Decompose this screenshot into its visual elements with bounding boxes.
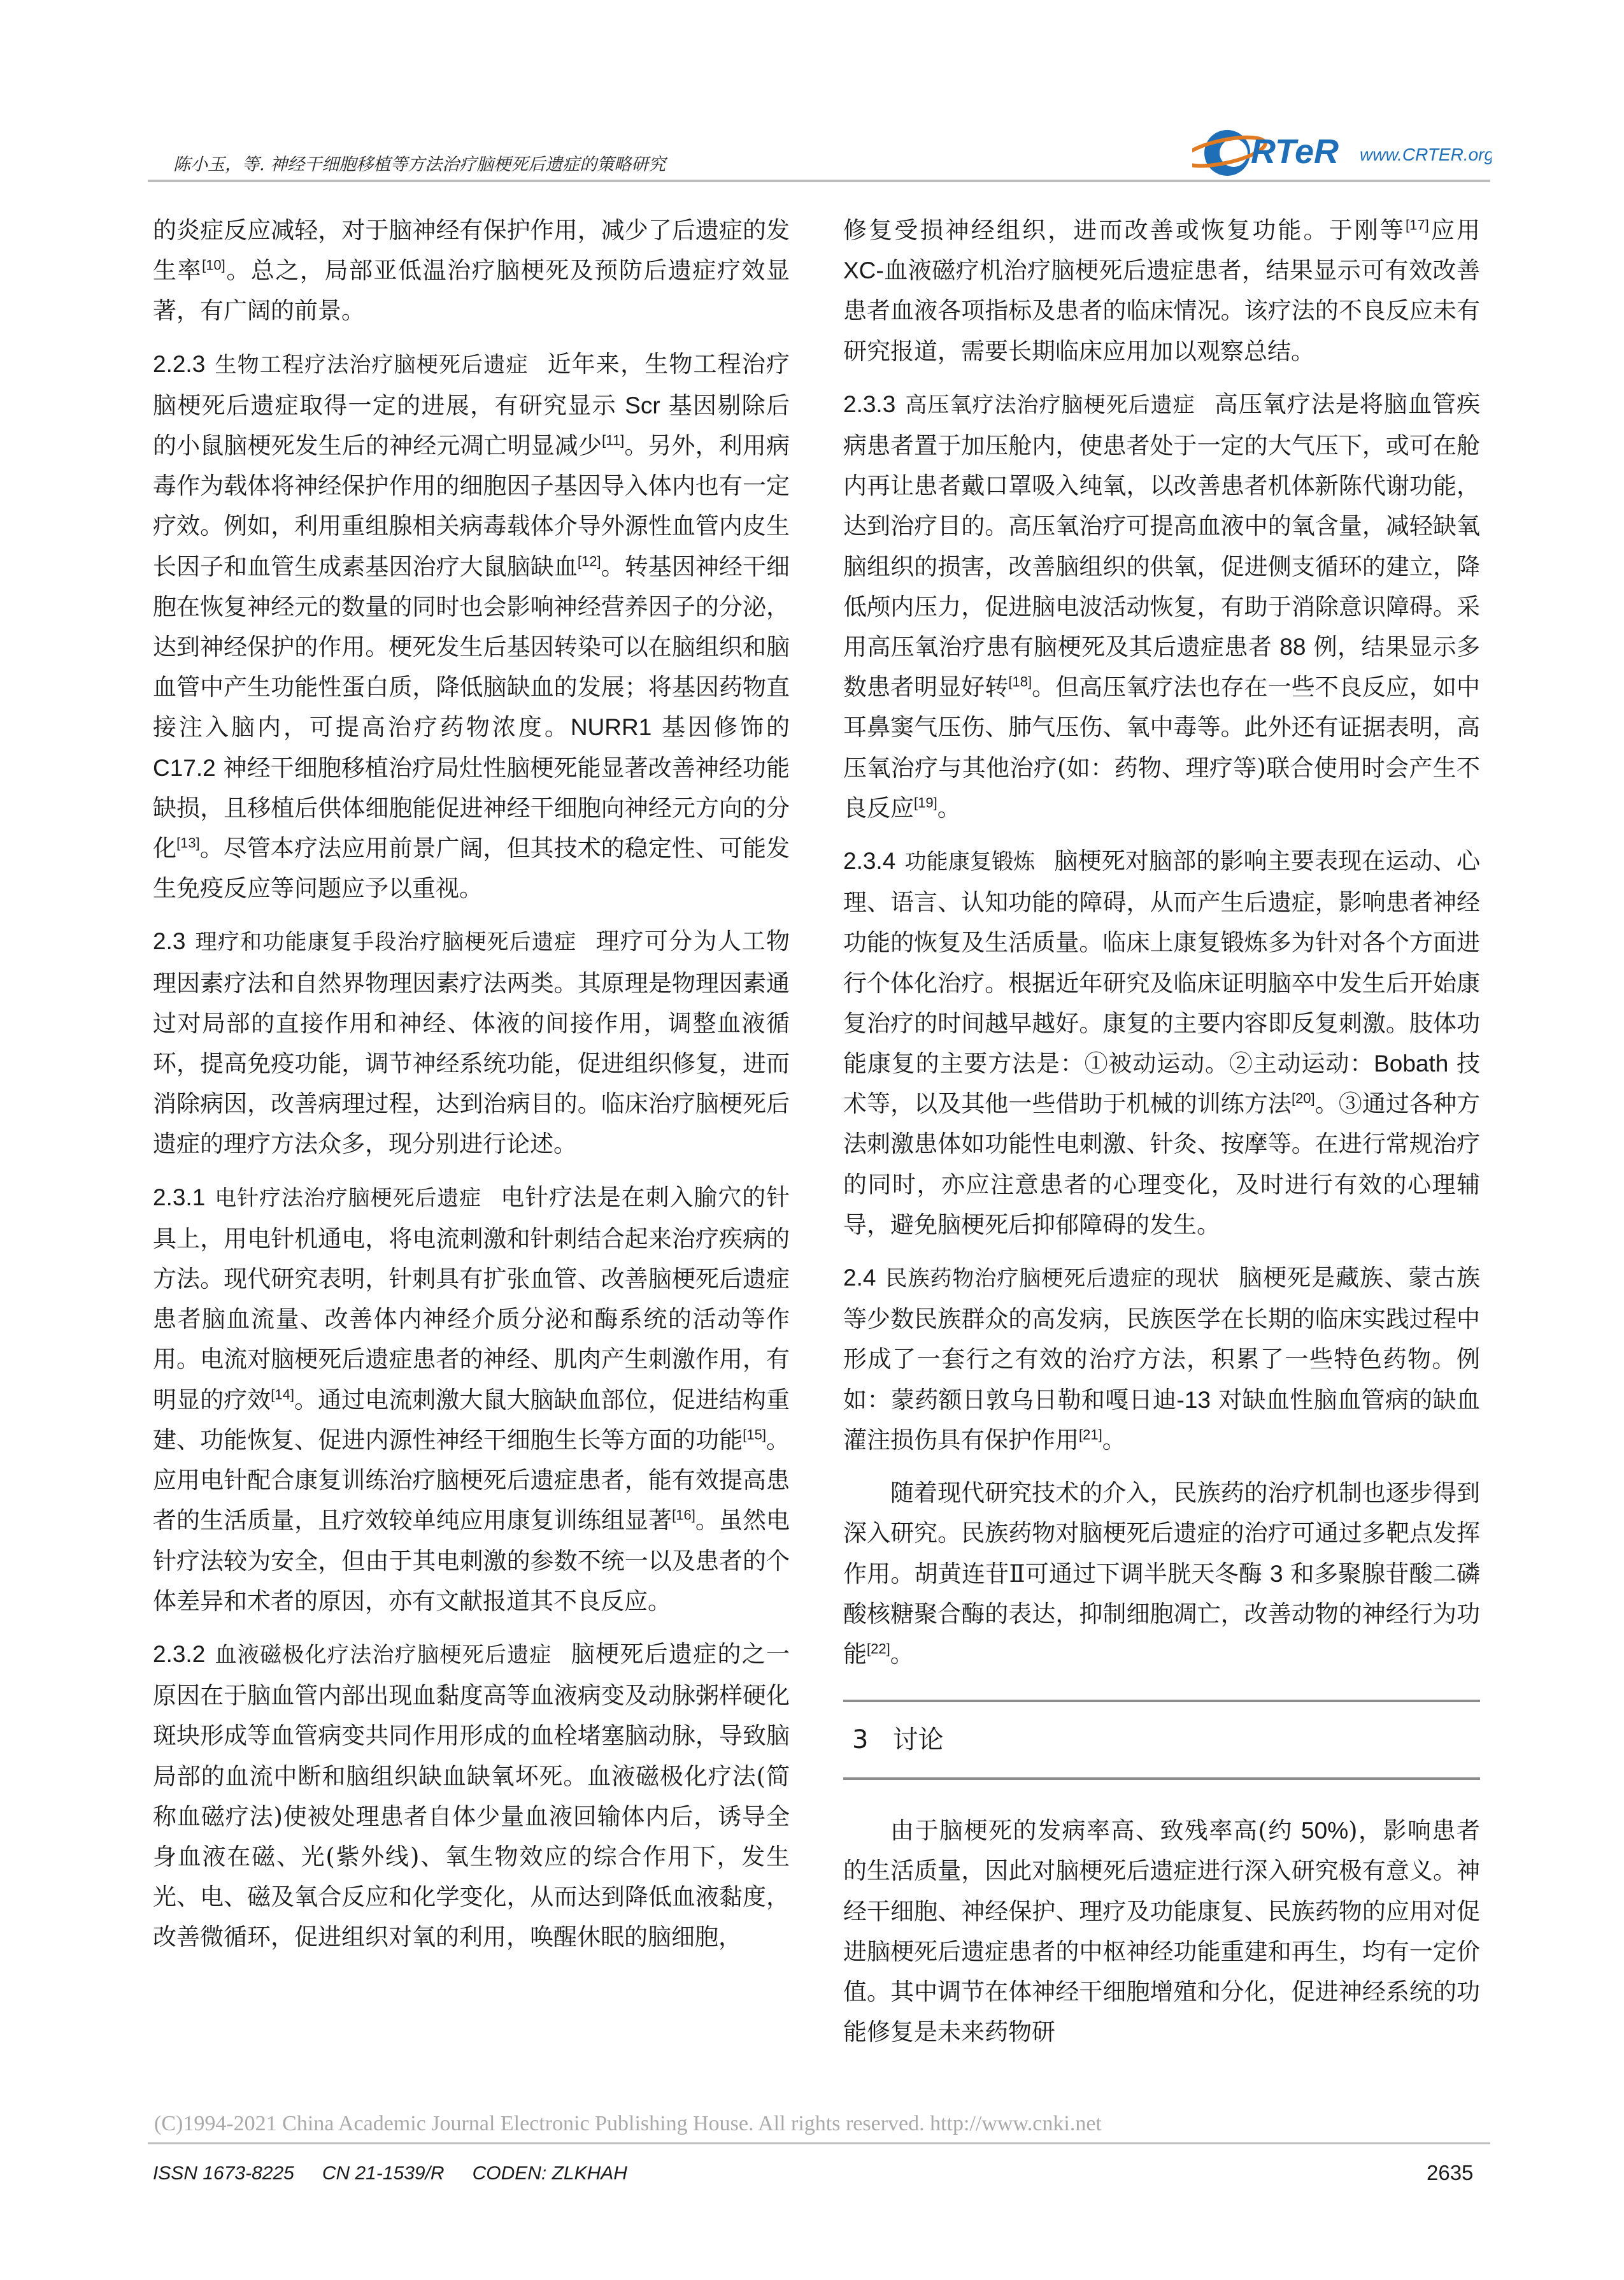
text: 。 bbox=[890, 1640, 914, 1668]
text: 高压氧疗法是将脑血管疾病患者置于加压舱内，使患者处于一定的大气压下，或可在舱内再让患者戴口罩吸入纯氧，以改善患者机体新陈代谢功能，达到治疗目的。高压氧治疗可提高血液中的氧含量，减轻缺氧脑组织的损害，改善脑组织的供氧，促进侧支循环的建立，降低颅内压力，促进脑电波活动恢复，有助于消除意识障碍。采用高压氧治疗患有脑梗死及其后遗症患者 bbox=[843, 390, 1481, 661]
term: XC bbox=[843, 257, 876, 284]
text: 理疗可分为人工物理因素疗法和自然界物理因素疗法两类。其原理是物理因素通过对局部的直接作用和神经、体液的间接作用，调整血液循环，提高免疫功能，调节神经系统功能，促进组织修复，进而消除病因，改善病理过程，达到治病目的。临床治疗脑梗死后遗症的理疗方法众多，现分别进行论述。 bbox=[153, 928, 790, 1158]
section-number: 2.3.3 bbox=[843, 391, 896, 417]
citation: [18] bbox=[1008, 673, 1032, 690]
text: 。通过电流刺激大鼠大脑缺血部位，促进结构重建、功能恢复、促进内源性神经干细胞生长等方面的功能 bbox=[153, 1386, 790, 1454]
citation: [21] bbox=[1079, 1426, 1102, 1443]
left-column bbox=[153, 210, 790, 1958]
paragraph-discussion bbox=[843, 1810, 1480, 2052]
crter-logo-icon bbox=[1192, 121, 1492, 182]
site-url: www.CRTER.org bbox=[1360, 145, 1492, 164]
citation: [14] bbox=[271, 1386, 294, 1403]
text: 电针疗法是在刺入腧穴的针具上，用电针机通电，将电流刺激和针刺结合起来治疗疾病的方法。现代研究表明，针刺具有扩张血管、改善脑梗死后遗症患者脑血流量、改善体内神经介质分泌和酶系统的活动等作用。电流对脑梗死后遗症患者的神经、肌肉产生刺激作用，有明显的疗效 bbox=[153, 1183, 790, 1414]
section-number: 2.3 bbox=[153, 928, 186, 955]
text: 应用 bbox=[1428, 217, 1481, 244]
citation: [19] bbox=[914, 794, 937, 811]
text: -血液磁疗机治疗脑梗死后遗症患者，结果显示可有效改善患者血液各项指标及患者的临床情况。该疗法的不良反应未有研究报道，需要长期临床应用加以观察总结。 bbox=[843, 257, 1480, 365]
footer-rule bbox=[148, 2142, 1490, 2144]
text: 。另外，利用病毒作为载体将神经保护作用的细胞因子基因导入体内也有一定疗效。例如，利用重组腺相关病毒载体介导外源性血管内皮生长因子和血管生成素基因治疗大鼠脑缺血 bbox=[153, 432, 790, 580]
text: 修复受损神经组织，进而改善或恢复功能。于刚等 bbox=[843, 217, 1406, 244]
section-number: 2.3.4 bbox=[843, 848, 896, 875]
section-2-3-4 bbox=[843, 841, 1480, 1245]
number: 50% bbox=[1301, 1818, 1349, 1844]
text: 。尽管本疗法应用前景广阔，但其技术的稳定性、可能发生免疫反应等问题应予以重视。 bbox=[153, 835, 790, 903]
section-title: 理疗和功能康复手段治疗脑梗死后遗症 bbox=[194, 929, 577, 956]
text: 近年来，生物工程治疗脑梗死后遗症取得一定的进展，有研究显示 bbox=[153, 350, 790, 419]
text: )，影响患者的生活质量，因此对脑梗死后遗症进行深入研究极有意义。神经干细胞、神经保护、理疗及功能康复、民族药物的应用对促进脑梗死后遗症患者的中枢神经功能重建和再生，均有一定价值。其中调节在体神经干细胞增殖和分化，促进神经系统的功能修复是未来药物研 bbox=[843, 1817, 1481, 2046]
text: 。但高压氧疗法也存在一些不良反应，如中耳鼻窦气压伤、肺气压伤、氧中毒等。此外还有证据表明，高压氧治疗与其他治疗(如：药物、理疗等)联合使用时会产生不良反应 bbox=[843, 673, 1481, 822]
number: 88 bbox=[1279, 634, 1306, 661]
text: 的炎症反应减轻，对于脑神经有保护作用，减少了后遗症的发生率 bbox=[153, 217, 790, 285]
crter-logo bbox=[1192, 121, 1492, 182]
citation: [22] bbox=[867, 1640, 890, 1657]
section-2-3-2 bbox=[153, 1634, 790, 1958]
paragraph-hypothermia-conclusion bbox=[153, 210, 790, 331]
term: Bobath bbox=[1374, 1050, 1449, 1077]
number: 3 bbox=[1269, 1560, 1283, 1587]
section-title: 民族药物治疗脑梗死后遗症的现状 bbox=[885, 1266, 1220, 1292]
text: 。虽然电针疗法较为安全，但由于其电刺激的参数不统一以及患者的个体差异和术者的原因，亦有文献报道其不良反应。 bbox=[153, 1507, 790, 1615]
text: 。总之，局部亚低温治疗脑梗死及预防后遗症疗效显著，有广阔的前景。 bbox=[153, 257, 790, 325]
section-2-4 bbox=[843, 1258, 1480, 1460]
running-title: 陈小玉，等. 神经干细胞移植等方法治疗脑梗死后遗症的策略研究 bbox=[173, 155, 666, 175]
citation: [13] bbox=[176, 835, 200, 851]
text: 。转基因神经干细胞在恢复神经元的数量的同时也会影响神经营养因子的分泌，达到神经保护的作用。梗死发生后基因转染可以在脑组织和脑血管中产生功能性蛋白质，降低脑缺血的发展；将基因药物直接注入脑内，可提高治疗药物浓度。 bbox=[153, 552, 790, 742]
text: 神经干细胞移植治疗局灶性脑梗死能显著改善神经功能缺损，且移植后供体细胞能促进神经干细胞向神经元方向的分化 bbox=[153, 754, 790, 863]
citation: [20] bbox=[1291, 1090, 1315, 1107]
section-number: 2.3.2 bbox=[153, 1640, 206, 1667]
section-rule-bottom bbox=[843, 1777, 1480, 1780]
text: 。 bbox=[1102, 1426, 1126, 1454]
section-number: 2.2.3 bbox=[153, 350, 206, 377]
text: 脑梗死是藏族、蒙古族等少数民族群众的高发病，民族医学在长期的临床实践过程中形成了一套行之有效的治疗方法，积累了一些特色药物。例如：蒙药额日敦乌日勒和嘎日迪- bbox=[843, 1264, 1481, 1414]
citation: [15] bbox=[743, 1426, 766, 1443]
section-number: 2.4 bbox=[843, 1265, 876, 1291]
cn-number: CN 21-1539/R bbox=[322, 2163, 445, 2184]
section-title: 高压氧疗法治疗脑梗死后遗症 bbox=[904, 392, 1195, 418]
text: 脑梗死对脑部的影响主要表现在运动、心理、语言、认知功能的障碍，从而产生后遗症，影响患者神经功能的恢复及生活质量。临床上康复锻炼多为针对各个方面进行个体化治疗。根据近年研究及临床证明脑卒中发生后开始康复治疗的时间越早越好。康复的主要内容即反复刺激。肢体功能康复的主要方法是：①被动运动。②主动运动： bbox=[843, 847, 1481, 1078]
text: 基因剔除后的小鼠脑梗死发生后的神经元凋亡明显减少 bbox=[153, 391, 790, 460]
section-2-3-3 bbox=[843, 384, 1480, 828]
text: 技术等，以及其他一些借助于机械的训练方法 bbox=[843, 1050, 1481, 1118]
citation: [16] bbox=[672, 1507, 695, 1523]
section-rule-top bbox=[843, 1700, 1480, 1702]
right-column bbox=[843, 210, 1480, 2052]
section-title: 生物工程疗法治疗脑梗死后遗症 bbox=[214, 352, 529, 378]
header-rule bbox=[148, 180, 1490, 182]
citation: [11] bbox=[602, 432, 625, 448]
issn: ISSN 1673-8225 bbox=[153, 2163, 294, 2184]
journal-identifiers bbox=[153, 2163, 655, 2184]
section-title: 血液磁极化疗法治疗脑梗死后遗症 bbox=[214, 1642, 552, 1668]
copyright-watermark: (C)1994-2021 China Academic Journal Electronic Publishing House. All rights reserved. http://www.cnki.net bbox=[154, 2112, 1102, 2135]
section-title: 功能康复锻炼 bbox=[904, 849, 1036, 875]
page-header bbox=[148, 121, 1490, 185]
text: 随着现代研究技术的介入，民族药的治疗机制也逐步得到深入研究。民族药物对脑梗死后遗症的治疗可通过多靶点发挥作用。胡黄连苷Ⅱ可通过下调半胱天冬酶 bbox=[843, 1479, 1480, 1588]
text: 由于脑梗死的发病率高、致残率高(约 bbox=[890, 1817, 1302, 1845]
text: 。③通过各种方法刺激患体如功能性电刺激、针灸、按摩等。在进行常规治疗的同时，亦应注意患者的心理变化，及时进行有效的心理辅导，避免脑梗死后抑郁障碍的发生。 bbox=[843, 1090, 1481, 1238]
text: 基因修饰的 bbox=[652, 713, 790, 742]
section-title: 电针疗法治疗脑梗死后遗症 bbox=[214, 1185, 482, 1211]
text: 对缺血性脑血管病的缺血灌注损伤具有保护作用 bbox=[843, 1386, 1480, 1454]
section-number: 3 bbox=[852, 1725, 869, 1755]
section-title: 讨论 bbox=[892, 1725, 944, 1755]
term: C17.2 bbox=[153, 754, 216, 781]
svg-text:RTeR: RTeR bbox=[1251, 133, 1339, 171]
section-3-heading bbox=[843, 1705, 1480, 1775]
citation: [17] bbox=[1406, 217, 1429, 233]
citation: [12] bbox=[577, 553, 601, 570]
citation: [10] bbox=[202, 257, 225, 273]
paragraph-ethnic-medicine bbox=[843, 1473, 1480, 1674]
text: 例，结果显示多数患者明显好转 bbox=[843, 633, 1480, 701]
number: 13 bbox=[1184, 1386, 1211, 1413]
paragraph-blood-magnetic-continued bbox=[843, 210, 1480, 371]
spacer bbox=[843, 1782, 1480, 1810]
section-2-3 bbox=[153, 921, 790, 1164]
text: 和多聚腺苷酸二磷酸核糖聚合酶的表达，抑制细胞凋亡，改善动物的神经行为功能 bbox=[843, 1559, 1480, 1668]
page-number: 2635 bbox=[1427, 2161, 1474, 2184]
term: NURR1 bbox=[570, 714, 652, 741]
term: Scr bbox=[625, 392, 660, 419]
text: 。应用电针配合康复训练治疗脑梗死后遗症患者，能有效提高患者的生活质量，且疗效较单纯应用康复训练组显著 bbox=[153, 1426, 790, 1535]
text: 。 bbox=[937, 794, 961, 822]
spacer bbox=[843, 1674, 1480, 1697]
text: 脑梗死后遗症的之一原因在于脑血管内部出现血黏度高等血液病变及动脉粥样硬化斑块形成等血管病变共同作用形成的血栓堵塞脑动脉，导致脑局部的血流中断和脑组织缺血缺氧坏死。血液磁极化疗法(简称血磁疗法)使被处理患者自体少量血液回输体内后，诱导全身血液在磁、光(紫外线)、氧生物效应的综合作用下，发生光、电、磁及氧合反应和化学变化，从而达到降低血液黏度，改善微循环，促进组织对氧的利用，唤醒休眠的脑细胞， bbox=[153, 1640, 790, 1951]
section-2-2-3 bbox=[153, 344, 790, 909]
section-2-3-1 bbox=[153, 1177, 790, 1621]
coden: CODEN: ZLKHAH bbox=[472, 2163, 627, 2184]
section-number: 2.3.1 bbox=[153, 1184, 206, 1210]
